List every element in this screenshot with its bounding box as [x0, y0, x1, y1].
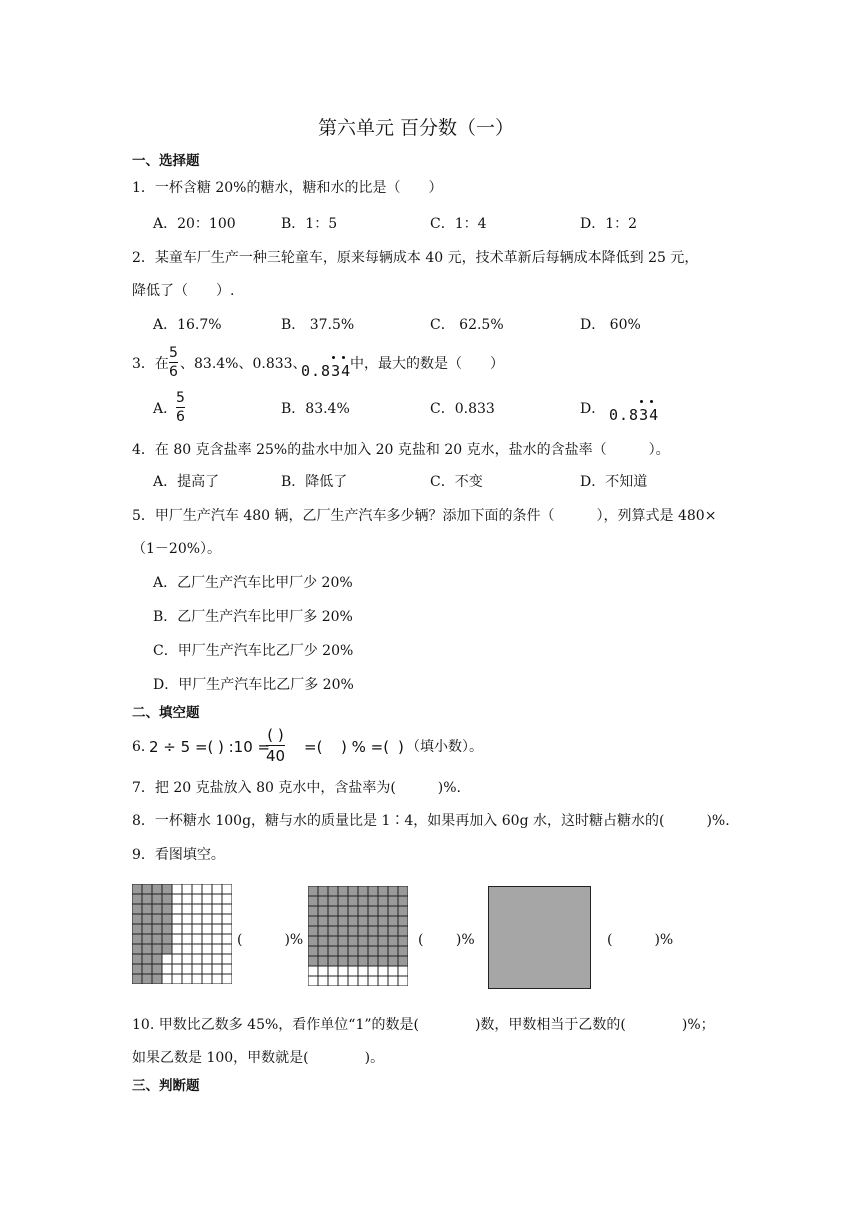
- q1-option-a: A．20：100: [153, 216, 236, 232]
- q4-stem: 4．在 80 克含盐率 25%的盐水中加入 20 克盐和 20 克水，盐水的含盐率（ ）。: [132, 442, 670, 458]
- grid-cell: [398, 946, 408, 956]
- grid-cell: [202, 914, 212, 924]
- grid-cell: [182, 884, 192, 894]
- grid-cell: [182, 944, 192, 954]
- grid-cell: [388, 926, 398, 936]
- grid-cell: [318, 906, 328, 916]
- grid-cell: [172, 904, 182, 914]
- grid-cell: [152, 934, 162, 944]
- fraction-bar: [266, 745, 285, 746]
- grid-cell: [328, 916, 338, 926]
- grid-cell: [348, 896, 358, 906]
- grid-cell: [132, 904, 142, 914]
- grid-cell: [368, 976, 378, 986]
- grid-cell: [358, 956, 368, 966]
- q10-line1: 10. 甲数比乙数多 45%，看作单位“1”的数是( )数，甲数相当于乙数的( )%；: [132, 1017, 715, 1033]
- grid-cell: [388, 966, 398, 976]
- q6-expr-part1: 2 ÷ 5 =(: [149, 738, 214, 756]
- grid-cell: [328, 946, 338, 956]
- grid-cell: [192, 974, 202, 984]
- q6-expr-part5: ): [398, 738, 404, 756]
- grid-cell: [182, 894, 192, 904]
- grid-cell: [388, 956, 398, 966]
- q3-option-a-numerator: 5: [176, 390, 185, 406]
- q6-expr-part4: ) % =(: [341, 738, 390, 756]
- grid-cell: [222, 974, 232, 984]
- grid-cell: [142, 954, 152, 964]
- grid-cell: [338, 916, 348, 926]
- grid-cell: [328, 976, 338, 986]
- grid-cell: [308, 966, 318, 976]
- section-heading-choice: 一、选择题: [132, 153, 200, 169]
- grid-cell: [202, 974, 212, 984]
- grid-cell: [142, 904, 152, 914]
- q3-option-a-fraction: [176, 390, 185, 425]
- grid-cell: [358, 936, 368, 946]
- grid-cell: [152, 894, 162, 904]
- grid-cell: [152, 964, 162, 974]
- grid-cell: [162, 934, 172, 944]
- grid-cell: [212, 954, 222, 964]
- grid-cell: [192, 944, 202, 954]
- grid-cell: [388, 906, 398, 916]
- grid-cell: [222, 944, 232, 954]
- grid-cell: [172, 934, 182, 944]
- grid-cell: [318, 936, 328, 946]
- q5-stem-line1: 5．甲厂生产汽车 480 辆，乙厂生产汽车多少辆？添加下面的条件（ ），列算式是 480×: [132, 508, 717, 524]
- grid-cell: [328, 906, 338, 916]
- q6-fraction-numerator: ( ): [267, 726, 284, 744]
- grid-cell: [142, 964, 152, 974]
- q1-option-c: C．1：4: [430, 216, 487, 232]
- grid-cell: [368, 966, 378, 976]
- grid-cell: [182, 904, 192, 914]
- grid-cell: [132, 934, 142, 944]
- grid-cell: [212, 934, 222, 944]
- fraction-bar: [169, 362, 178, 363]
- q8-stem: 8．一杯糖水 100g，糖与水的质量比是 1∶4，如果再加入 60g 水，这时糖占糖水的( )%.: [132, 813, 730, 829]
- q6-expr-part2: ) :10 =: [218, 738, 271, 756]
- q4-option-c: C．不变: [430, 474, 483, 490]
- grid-cell: [162, 974, 172, 984]
- grid-cell: [212, 914, 222, 924]
- section-heading-fill-in: 二、填空题: [132, 705, 200, 721]
- q9-blank-3: ( )%: [607, 932, 674, 948]
- grid-cell: [378, 966, 388, 976]
- q9-blank-1: ( )%: [237, 932, 304, 948]
- grid-cell: [388, 946, 398, 956]
- q5-option-b: B．乙厂生产汽车比甲厂多 20%: [153, 609, 353, 625]
- q3-fraction-numerator: 5: [169, 345, 178, 361]
- grid-cell: [172, 954, 182, 964]
- grid-cell: [348, 946, 358, 956]
- q5-option-c: C．甲厂生产汽车比乙厂少 20%: [153, 643, 354, 659]
- q3-option-a-label: A．: [153, 401, 178, 417]
- q9-blank-2: ( )%: [418, 932, 475, 948]
- grid-cell: [348, 906, 358, 916]
- grid-cell: [328, 966, 338, 976]
- grid-cell: [328, 936, 338, 946]
- grid-cell: [338, 896, 348, 906]
- q3-recurring-decimal: 0.834: [301, 362, 352, 380]
- grid-cell: [142, 934, 152, 944]
- grid-cell: [388, 896, 398, 906]
- grid-cell: [212, 964, 222, 974]
- q6-expr-part3: =(: [304, 738, 323, 756]
- grid-cell: [192, 884, 202, 894]
- grid-cell: [378, 976, 388, 986]
- recurring-dot: [342, 356, 345, 359]
- grid-cell: [308, 916, 318, 926]
- grid-cell: [338, 936, 348, 946]
- q6-prefix: 6．: [132, 739, 155, 755]
- q5-option-d: D．甲厂生产汽车比乙厂多 20%: [153, 677, 354, 693]
- grid-cell: [358, 926, 368, 936]
- grid-cell: [142, 974, 152, 984]
- q10-line2: 如果乙数是 100，甲数就是( )。: [132, 1050, 385, 1066]
- grid-cell: [338, 886, 348, 896]
- grid-cell: [388, 886, 398, 896]
- grid-cell: [308, 956, 318, 966]
- grid-cell: [162, 904, 172, 914]
- grid-cell: [398, 906, 408, 916]
- recurring-dot: [332, 356, 335, 359]
- grid-cell: [132, 924, 142, 934]
- grid-cell: [172, 894, 182, 904]
- grid-cell: [368, 906, 378, 916]
- grid-cell: [152, 884, 162, 894]
- grid-cell: [348, 956, 358, 966]
- recurring-dot: [650, 400, 653, 403]
- grid-cell: [368, 956, 378, 966]
- grid-cell: [338, 926, 348, 936]
- grid-cell: [212, 944, 222, 954]
- grid-cell: [318, 946, 328, 956]
- grid-cell: [152, 974, 162, 984]
- grid-cell: [348, 886, 358, 896]
- grid-cell: [358, 976, 368, 986]
- grid-cell: [182, 964, 192, 974]
- grid-cell: [398, 926, 408, 936]
- grid-cell: [152, 924, 162, 934]
- q3-fraction-denominator: 6: [169, 364, 178, 380]
- grid-cell: [308, 936, 318, 946]
- grid-cell: [202, 934, 212, 944]
- grid-cell: [328, 956, 338, 966]
- grid-cell: [378, 926, 388, 936]
- grid-cell: [358, 896, 368, 906]
- grid-cell: [378, 906, 388, 916]
- grid-cell: [308, 886, 318, 896]
- grid-cell: [202, 884, 212, 894]
- q3-option-d-label: D．: [580, 401, 606, 417]
- grid-cell: [152, 914, 162, 924]
- grid-cell: [358, 916, 368, 926]
- grid-cell: [192, 924, 202, 934]
- q9-stem: 9．看图填空。: [132, 847, 225, 863]
- q3-option-d-recurring: 0.834: [609, 406, 660, 424]
- grid-cell: [308, 976, 318, 986]
- grid-cell: [222, 884, 232, 894]
- grid-cell: [132, 974, 142, 984]
- grid-cell: [132, 964, 142, 974]
- grid-cell: [222, 964, 232, 974]
- grid-cell: [338, 906, 348, 916]
- q5-option-a: A．乙厂生产汽车比甲厂少 20%: [153, 575, 353, 591]
- grid-cell: [318, 966, 328, 976]
- q2-option-d: D． 60%: [580, 317, 641, 333]
- q9-grid-2: [308, 886, 408, 986]
- recurring-dot: [640, 400, 643, 403]
- q2-stem-line2: 降低了（ ）.: [132, 283, 235, 299]
- grid-cell: [192, 904, 202, 914]
- grid-cell: [192, 894, 202, 904]
- grid-cell: [182, 954, 192, 964]
- grid-cell: [348, 966, 358, 976]
- grid-cell: [202, 954, 212, 964]
- q5-stem-line2: （1－20%）。: [132, 541, 222, 557]
- grid-cell: [152, 954, 162, 964]
- q3-option-b: B．83.4%: [281, 401, 350, 417]
- grid-cell: [192, 914, 202, 924]
- grid-cell: [398, 936, 408, 946]
- grid-cell: [318, 976, 328, 986]
- grid-cell: [318, 916, 328, 926]
- grid-cell: [212, 904, 222, 914]
- grid-cell: [132, 914, 142, 924]
- grid-cell: [368, 886, 378, 896]
- grid-cell: [398, 896, 408, 906]
- grid-cell: [142, 944, 152, 954]
- grid-cell: [308, 926, 318, 936]
- grid-cell: [212, 974, 222, 984]
- grid-cell: [132, 894, 142, 904]
- grid-cell: [378, 936, 388, 946]
- grid-cell: [388, 916, 398, 926]
- q3-option-c: C．0.833: [430, 401, 495, 417]
- grid-cell: [172, 914, 182, 924]
- grid-cell: [378, 946, 388, 956]
- q2-option-b: B． 37.5%: [281, 317, 355, 333]
- grid-cell: [398, 966, 408, 976]
- grid-cell: [222, 934, 232, 944]
- grid-cell: [398, 916, 408, 926]
- grid-cell: [222, 954, 232, 964]
- grid-cell: [368, 896, 378, 906]
- grid-cell: [328, 926, 338, 936]
- q3-fraction: [169, 345, 178, 380]
- grid-cell: [378, 886, 388, 896]
- q3-option-a-denominator: 6: [176, 409, 185, 425]
- q1-stem: 1．一杯含糖 20%的糖水，糖和水的比是（ ）: [132, 180, 443, 196]
- grid-cell: [398, 886, 408, 896]
- grid-cell: [222, 924, 232, 934]
- grid-cell: [142, 914, 152, 924]
- grid-cell: [318, 926, 328, 936]
- grid-cell: [348, 916, 358, 926]
- grid-cell: [328, 886, 338, 896]
- q3-stem-prefix: 3．在: [132, 356, 169, 372]
- q2-option-c: C． 62.5%: [430, 317, 504, 333]
- grid-cell: [308, 946, 318, 956]
- q6-fraction-denominator: 40: [266, 747, 286, 765]
- grid-cell: [212, 884, 222, 894]
- grid-cell: [358, 886, 368, 896]
- grid-cell: [308, 906, 318, 916]
- grid-cell: [318, 896, 328, 906]
- grid-cell: [202, 964, 212, 974]
- grid-cell: [368, 936, 378, 946]
- section-heading-true-false: 三、判断题: [132, 1078, 200, 1094]
- grid-cell: [162, 884, 172, 894]
- grid-cell: [378, 916, 388, 926]
- grid-cell: [368, 946, 378, 956]
- grid-cell: [182, 974, 192, 984]
- grid-cell: [132, 954, 142, 964]
- grid-cell: [192, 964, 202, 974]
- grid-cell: [132, 944, 142, 954]
- grid-cell: [172, 974, 182, 984]
- grid-cell: [222, 904, 232, 914]
- q2-option-a: A．16.7%: [153, 317, 222, 333]
- grid-cell: [182, 914, 192, 924]
- grid-cell: [162, 944, 172, 954]
- grid-cell: [202, 904, 212, 914]
- grid-cell: [338, 976, 348, 986]
- grid-cell: [182, 924, 192, 934]
- grid-cell: [348, 926, 358, 936]
- grid-cell: [338, 946, 348, 956]
- grid-cell: [142, 884, 152, 894]
- q1-option-d: D．1：2: [580, 216, 638, 232]
- q4-option-a: A．提高了: [153, 474, 220, 490]
- grid-cell: [378, 956, 388, 966]
- q9-solid-square: [488, 886, 591, 989]
- grid-cell: [162, 954, 172, 964]
- grid-cell: [388, 976, 398, 986]
- grid-cell: [358, 906, 368, 916]
- grid-cell: [318, 956, 328, 966]
- q6-fraction: [266, 726, 285, 765]
- grid-cell: [348, 976, 358, 986]
- grid-cell: [368, 916, 378, 926]
- grid-cell: [202, 894, 212, 904]
- grid-cell: [202, 924, 212, 934]
- grid-cell: [142, 894, 152, 904]
- grid-cell: [398, 956, 408, 966]
- grid-cell: [398, 976, 408, 986]
- q3-stem-middle: 、83.4%、0.833、: [180, 356, 307, 372]
- q1-option-b: B．1：5: [281, 216, 338, 232]
- grid-cell: [358, 966, 368, 976]
- grid-cell: [202, 944, 212, 954]
- grid-cell: [388, 936, 398, 946]
- grid-cell: [182, 934, 192, 944]
- grid-cell: [192, 934, 202, 944]
- grid-cell: [212, 894, 222, 904]
- grid-cell: [222, 914, 232, 924]
- grid-cell: [222, 894, 232, 904]
- q2-stem-line1: 2．某童车厂生产一种三轮童车，原来每辆成本 40 元，技术革新后每辆成本降低到 25 元，: [132, 250, 699, 266]
- grid-cell: [162, 924, 172, 934]
- grid-cell: [338, 956, 348, 966]
- grid-cell: [308, 896, 318, 906]
- grid-cell: [318, 886, 328, 896]
- grid-cell: [358, 946, 368, 956]
- grid-cell: [172, 884, 182, 894]
- grid-cell: [338, 966, 348, 976]
- q7-stem: 7．把 20 克盐放入 80 克水中，含盐率为( )%.: [132, 780, 462, 796]
- grid-cell: [162, 894, 172, 904]
- grid-cell: [172, 964, 182, 974]
- grid-cell: [192, 954, 202, 964]
- grid-cell: [142, 924, 152, 934]
- fraction-bar: [176, 407, 185, 408]
- grid-cell: [378, 896, 388, 906]
- grid-cell: [348, 936, 358, 946]
- grid-cell: [368, 926, 378, 936]
- q9-grid-1: [132, 884, 232, 984]
- grid-cell: [172, 944, 182, 954]
- grid-cell: [132, 884, 142, 894]
- grid-cell: [152, 944, 162, 954]
- grid-cell: [172, 924, 182, 934]
- grid-cell: [162, 914, 172, 924]
- grid-cell: [212, 924, 222, 934]
- q6-suffix: （填小数）。: [406, 739, 483, 755]
- page-title: 第六单元 百分数（一）: [318, 117, 515, 139]
- q3-stem-suffix: 中，最大的数是（ ）: [350, 356, 504, 372]
- q4-option-d: D．不知道: [580, 474, 648, 490]
- q4-option-b: B．降低了: [281, 474, 348, 490]
- grid-cell: [162, 964, 172, 974]
- grid-cell: [328, 896, 338, 906]
- grid-cell: [152, 904, 162, 914]
